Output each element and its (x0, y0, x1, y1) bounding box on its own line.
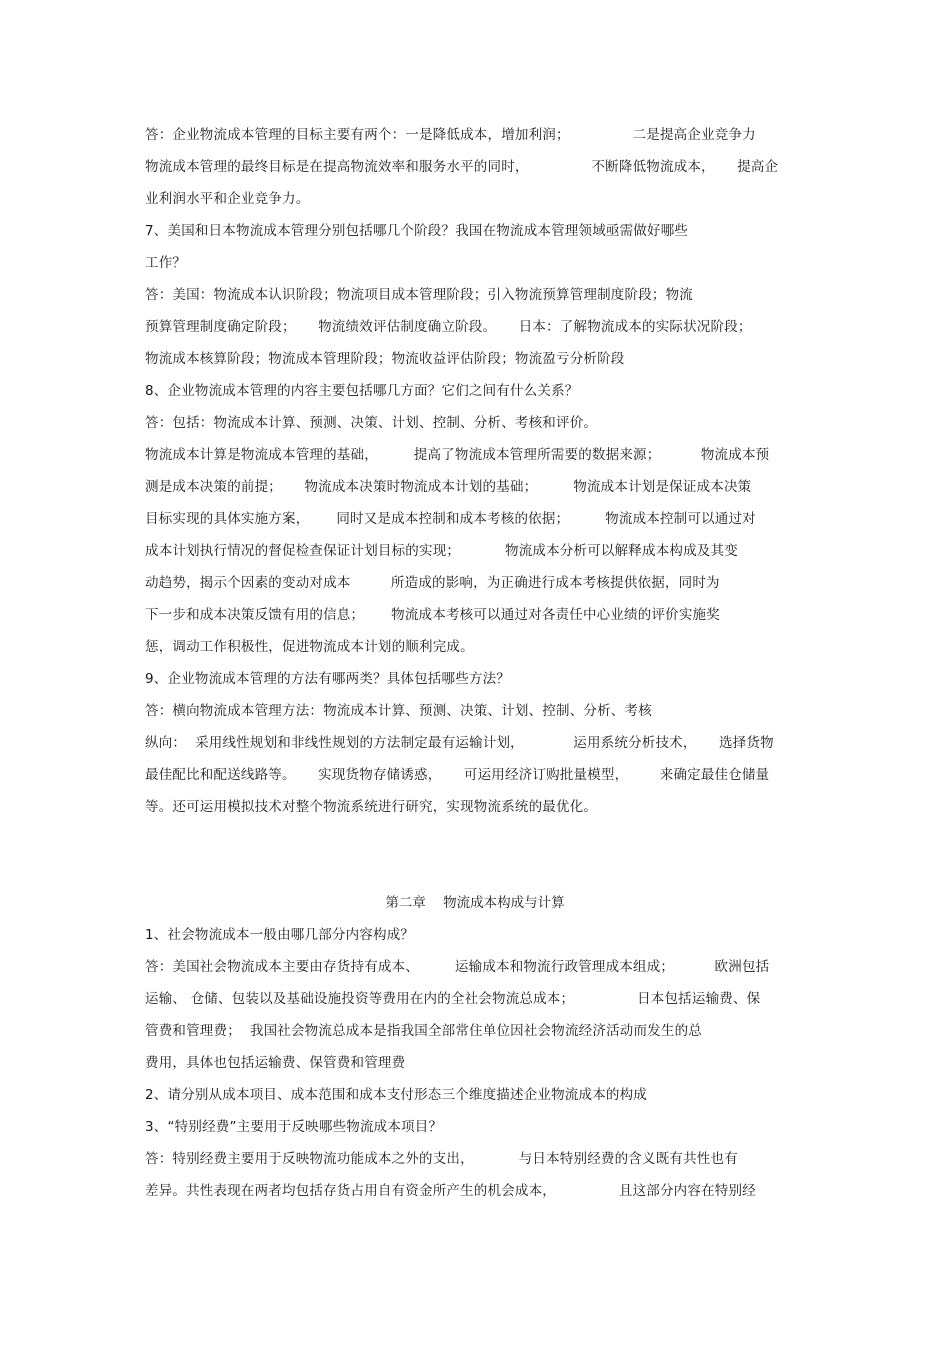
text-line: 下一步和成本决策反馈有用的信息； 物流成本考核可以通过对各责任中心业绩的评价实施奖 (145, 607, 720, 623)
text-line: 物流成本核算阶段；物流成本管理阶段；物流收益评估阶段；物流盈亏分析阶段 (145, 351, 625, 367)
question-8: 8、企业物流成本管理的内容主要包括哪几方面？它们之间有什么关系？ (145, 383, 579, 399)
text-line: 最佳配比和配送线路等。 实现货物存储诱惑， 可运用经济订购批量模型， 来确定最佳仓储量 (145, 767, 770, 783)
text-line: 物流成本管理的最终目标是在提高物流效率和服务水平的同时， 不断降低物流成本， 提高企 (145, 159, 779, 175)
text-line: 预算管理制度确定阶段； 物流绩效评估制度确立阶段。 日本：了解物流成本的实际状况阶段； (145, 319, 752, 335)
text-line: 惩，调动工作积极性，促进物流成本计划的顺利完成。 (145, 639, 474, 655)
text-line: 目标实现的具体实施方案， 同时又是成本控制和成本考核的依据； 物流成本控制可以通过对 (145, 511, 756, 527)
text-line: 答：美国：物流成本认识阶段；物流项目成本管理阶段；引入物流预算管理制度阶段；物流 (145, 287, 693, 303)
text-line: 等。还可运用模拟技术对整个物流系统进行研究，实现物流系统的最优化。 (145, 799, 598, 815)
question-3: 3、“特别经费”主要用于反映哪些物流成本项目？ (145, 1119, 443, 1135)
text-line: 答：横向物流成本管理方法：物流成本计算、预测、决策、计划、控制、分析、考核 (145, 703, 652, 719)
text-line: 测是成本决策的前提； 物流成本决策时物流成本计划的基础； 物流成本计划是保证成本决策 (145, 479, 752, 495)
question-9: 9、企业物流成本管理的方法有哪两类？具体包括哪些方法？ (145, 671, 510, 687)
text-line: 运输、 仓储、包装以及基础设施投资等费用在内的全社会物流总成本； 日本包括运输费、保 (145, 991, 761, 1007)
question-1: 1、社会物流成本一般由哪几部分内容构成？ (145, 927, 415, 943)
text-line: 答：美国社会物流成本主要由存货持有成本、 运输成本和物流行政管理成本组成； 欧洲包括 (145, 959, 770, 975)
text-line: 纵向： 采用线性规划和非线性规划的方法制定最有运输计划， 运用系统分析技术， 选择货物 (145, 735, 774, 751)
question-7: 7、美国和日本物流成本管理分别包括哪几个阶段？我国在物流成本管理领域亟需做好哪些 (145, 223, 689, 239)
text-line: 费用，具体也包括运输费、保管费和管理费 (145, 1055, 406, 1071)
text-line: 业利润水平和企业竞争力。 (145, 191, 310, 207)
text-line: 差异。共性表现在两者均包括存货占用自有资金所产生的机会成本， 且这部分内容在特别经 (145, 1183, 756, 1199)
text-line: 动趋势，揭示个因素的变动对成本 所造成的影响，为正确进行成本考核提供依据，同时为 (145, 575, 720, 591)
question-2: 2、请分别从成本项目、成本范围和成本支付形态三个维度描述企业物流成本的构成 (145, 1087, 647, 1103)
chapter-heading: 第二章 物流成本构成与计算 (385, 895, 565, 911)
text-line: 工作？ (145, 255, 187, 271)
text-line: 答：包括：物流成本计算、预测、决策、计划、控制、分析、考核和评价。 (145, 415, 598, 431)
text-line: 答：企业物流成本管理的目标主要有两个：一是降低成本，增加利润； 二是提高企业竞争力 (145, 127, 756, 143)
text-line: 物流成本计算是物流成本管理的基础， 提高了物流成本管理所需要的数据来源； 物流成本预 (145, 447, 770, 463)
text-line: 管费和管理费； 我国社会物流总成本是指我国全部常住单位因社会物流经济活动而发生的总 (145, 1023, 702, 1039)
text-line: 成本计划执行情况的督促检查保证计划目标的实现； 物流成本分析可以解释成本构成及其变 (145, 543, 738, 559)
text-line: 答：特别经费主要用于反映物流功能成本之外的支出， 与日本特别经费的含义既有共性也有 (145, 1151, 738, 1167)
